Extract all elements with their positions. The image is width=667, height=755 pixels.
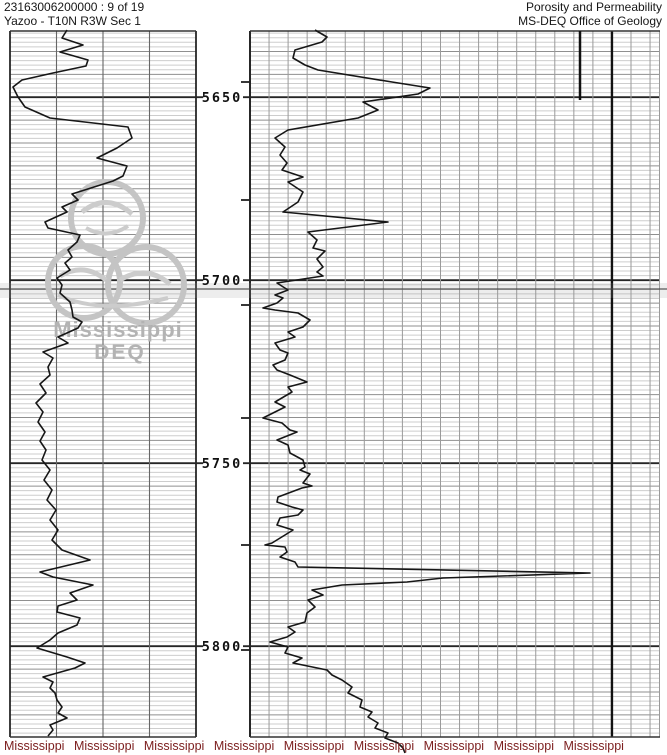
watermark-text-mississippi: Mississippi xyxy=(53,317,183,342)
well-location: Yazoo - T10N R3W Sec 1 xyxy=(4,13,141,28)
footer-watermark-word: Mississippi xyxy=(213,739,275,753)
footer-watermark-word: Mississippi xyxy=(563,739,624,753)
scan-artifact-band xyxy=(0,283,667,298)
footer-watermark-word: Mississippi xyxy=(143,739,205,753)
depth-label: 5700 xyxy=(201,273,243,289)
log-grid xyxy=(10,31,660,737)
watermark-swirl xyxy=(82,202,132,214)
footer-watermark-row xyxy=(4,739,624,753)
footer-watermark-word: Mississippi xyxy=(493,739,554,753)
deq-watermark xyxy=(48,182,184,364)
footer-watermark-word: Mississippi xyxy=(73,739,135,753)
depth-label: 5800 xyxy=(201,639,243,655)
footer-watermark-word: Mississippi xyxy=(353,739,415,753)
left-curve xyxy=(13,30,132,736)
depth-labels xyxy=(202,90,243,655)
footer-watermark-word: Mississippi xyxy=(283,739,345,753)
footer-watermark-word: Mississippi xyxy=(423,739,485,753)
watermark-text-deq: DEQ xyxy=(94,341,146,364)
watermark-swirl xyxy=(120,273,170,284)
agency-name: MS-DEQ Office of Geology xyxy=(518,13,662,28)
depth-label: 5650 xyxy=(201,90,243,106)
depth-label: 5750 xyxy=(201,456,243,472)
api-number-page: 23163006200000 : 9 of 19 xyxy=(4,0,145,14)
scan-band-rect xyxy=(0,283,667,298)
footer-watermark-word: Mississippi xyxy=(4,739,65,753)
log-title: Porosity and Permeability xyxy=(525,0,662,14)
